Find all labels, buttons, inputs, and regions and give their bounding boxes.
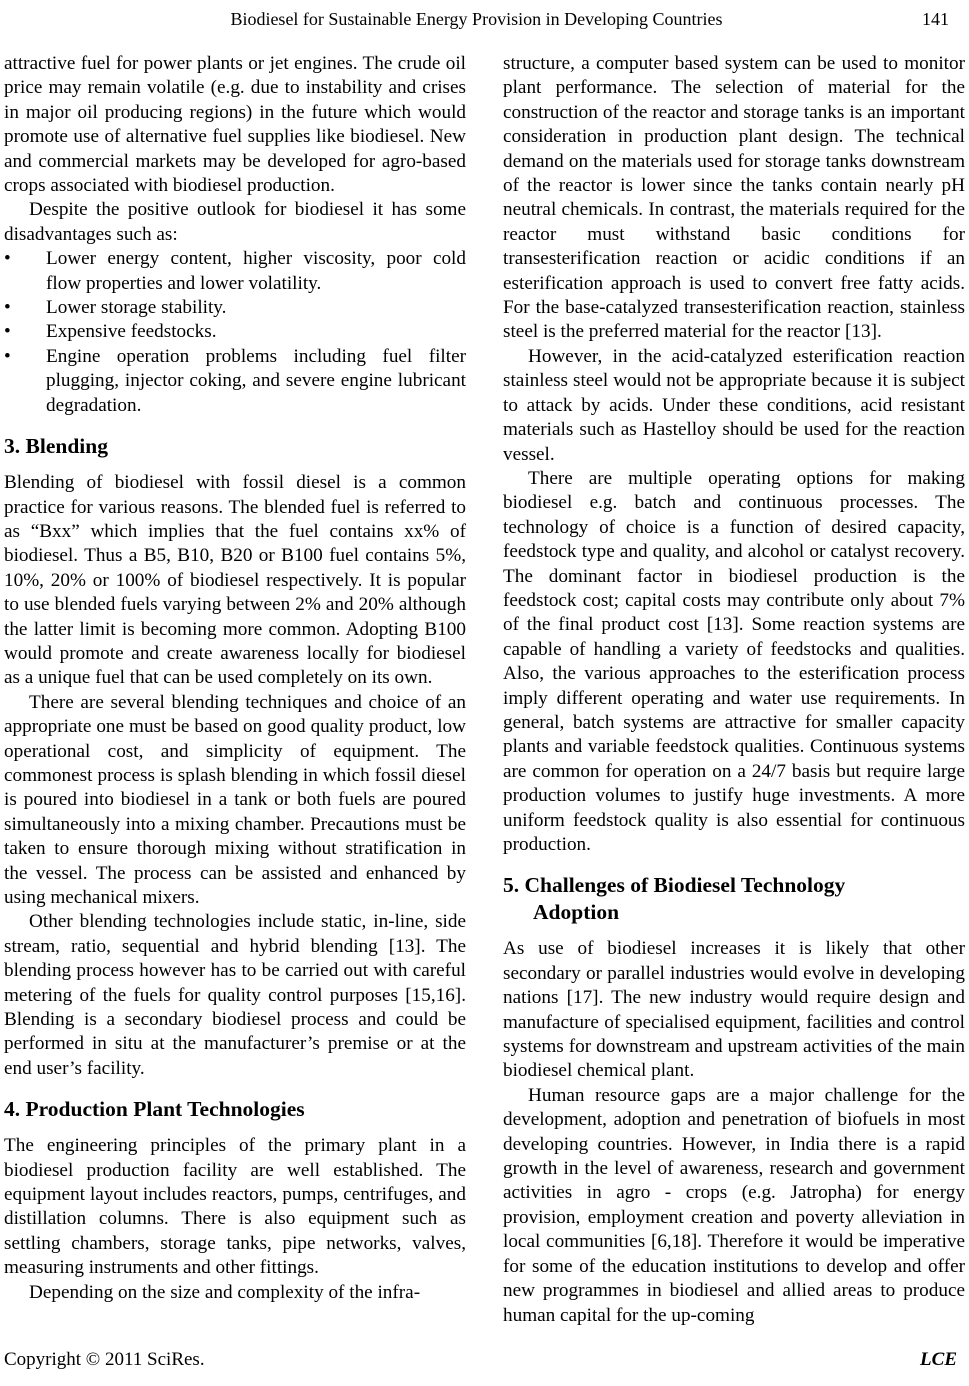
paragraph: There are several blending techniques and choice of an appropriate one must be based on good quality product, low operational cost, and simplicity of equipment. The commonest process is splash blending in which fossil diesel is poured into biodiesel in a tank or both fuels are poured simultaneously into a mixing chamber. Precautions must be taken to ensure thorough mixing without stratification in the vessel. The process can be assisted and enhanced by using mechanical mixers. bbox=[4, 691, 466, 908]
running-title: Biodiesel for Sustainable Energy Provision in Developing Countries bbox=[230, 9, 723, 29]
left-column bbox=[4, 52, 466, 1328]
paragraph: As use of biodiesel increases it is likely that other secondary or parallel industries would evolve in developing nations [17]. The new industry would require design and manufacture of specialised equipment, facilities and control systems for downstream and upstream activities of the main biodiesel chemical plant. bbox=[503, 938, 965, 1082]
list-item bbox=[4, 247, 466, 296]
list-item-text: Lower energy content, higher viscosity, poor cold flow properties and lower volatility. bbox=[46, 248, 466, 294]
bullet-icon: • bbox=[4, 297, 11, 319]
bullet-icon: • bbox=[4, 345, 11, 367]
section-heading-challenges bbox=[503, 872, 965, 926]
paragraph: Other blending technologies include static, in-line, side stream, ratio, sequential and hybrid blending [13]. The blending process however has to be carried out with careful metering of the fuels for quality control purposes [15,16]. Blending is a secondary biodiesel process and could be performed in situ at the manufacturer’s premise or at the end user’s facility. bbox=[4, 911, 466, 1079]
list-item-text: Expensive feedstocks. bbox=[46, 321, 217, 343]
list-item-text: Engine operation problems including fuel filter plugging, injector coking, and severe engine lubricant degradation. bbox=[46, 345, 466, 416]
list-item bbox=[4, 345, 466, 418]
right-column bbox=[503, 52, 965, 1328]
bullet-icon: • bbox=[4, 248, 11, 270]
section-heading-blending: 3. Blending bbox=[4, 434, 108, 459]
paragraph: There are multiple operating options for making biodiesel e.g. batch and continuous processes. The technology of choice is a function of desired capacity, feedstock type and quality, and alcohol or catalyst recovery. The dominant factor in biodiesel production is the feedstock cost; capital costs may contribute only about 7% of the final product cost [13]. Some reaction systems are capable of handling a variety of feedstocks and qualities. Also, the various approaches to the esterification process imply different operating and water use requirements. In general, batch systems are attractive for smaller capacity plants and variable feedstock qualities. Continuous systems are common for operation on a 24/7 basis but require large production volumes to justify huge investments. A more uniform feedstock quality is also essential for continuous production. bbox=[503, 467, 965, 855]
paragraph-disadvantages-lead: Despite the positive outlook for biodiesel it has some disadvantages such as: bbox=[4, 199, 466, 245]
heading-line-1: 5. Challenges of Biodiesel Technology bbox=[503, 873, 846, 898]
article-body bbox=[4, 52, 965, 1328]
bullet-icon: • bbox=[4, 321, 11, 343]
section-heading-production-plant: 4. Production Plant Technologies bbox=[4, 1097, 305, 1122]
paragraph: However, in the acid-catalyzed esterification reaction stainless steel would not be appropriate because it is subject to attack by acids. Under these conditions, acid resistant materials such as Hastelloy should be used for the reaction vessel. bbox=[503, 345, 965, 465]
copyright-notice: Copyright © 2011 SciRes. bbox=[4, 1349, 205, 1370]
paragraph: The engineering principles of the primary plant in a biodiesel production facility are well established. The equipment layout includes reactors, pumps, centrifuges, and distillation columns. There is also equipment such as settling chambers, storage tanks, pipe networks, valves, measuring instruments and other fittings. bbox=[4, 1135, 466, 1279]
disadvantages-list bbox=[4, 247, 466, 418]
paragraph-intro-continuation: attractive fuel for power plants or jet engines. The crude oil price may remain volatile (e.g. due to instability and crises in major oil producing regions) in the future which would promote use of alternative fuel supplies like biodiesel. New and commercial markets may be developed for agro-based crops associated with biodiesel production. bbox=[4, 53, 466, 197]
paragraph: Depending on the size and complexity of the infra- bbox=[29, 1281, 421, 1303]
page-footer bbox=[4, 1348, 957, 1372]
paragraph: Blending of biodiesel with fossil diesel is a common practice for various reasons. The blended fuel is referred to as “Bxx” which implies that the fuel contains xx% of biodiesel. Thus a B5, B10, B20 or B100 fuel contains 5%, 10%, 20% or 100% of biodiesel respectively. It is popular to use blended fuels varying between 2% and 20% although the latter limit is becoming more common. Adopting B100 would promote and create awareness locally for biodiesel as a unique fuel that can be used completely on its own. bbox=[4, 472, 466, 689]
paragraph: Human resource gaps are a major challenge for the development, adoption and penetration of biofuels in most developing countries. However, in India there is a rapid growth in the level of awareness, research and government activities in agro - crops (e.g. Jatropha) for energy provision, employment creation and poverty alleviation in local communities [6,18]. Therefore it would be imperative for some of the education institutions to develop and offer new programmes in biodiesel and allied areas to produce human capital for the up-coming bbox=[503, 1084, 965, 1326]
journal-abbreviation: LCE bbox=[920, 1349, 957, 1370]
list-item bbox=[4, 320, 466, 344]
heading-line-2: Adoption bbox=[533, 900, 620, 925]
list-item bbox=[4, 296, 466, 320]
paragraph-continuation: structure, a computer based system can be used to monitor plant performance. The selection of material for the construction of the reactor and storage tanks is an important consideration in production plant design. The technical demand on the materials used for storage tanks downstream of the reactor is lower since the tanks contain nearly pH neutral chemicals. In contrast, the materials required for the reactor must withstand basic conditions for transesterification reaction or acidic conditions if an esterification approach is used to convert free fatty acids. For the base-catalyzed transesterification reaction, stainless steel is the preferred material for the reactor [13]. bbox=[503, 53, 965, 343]
page-number: 141 bbox=[922, 9, 949, 29]
list-item-text: Lower storage stability. bbox=[46, 297, 227, 319]
page-header bbox=[4, 6, 949, 32]
